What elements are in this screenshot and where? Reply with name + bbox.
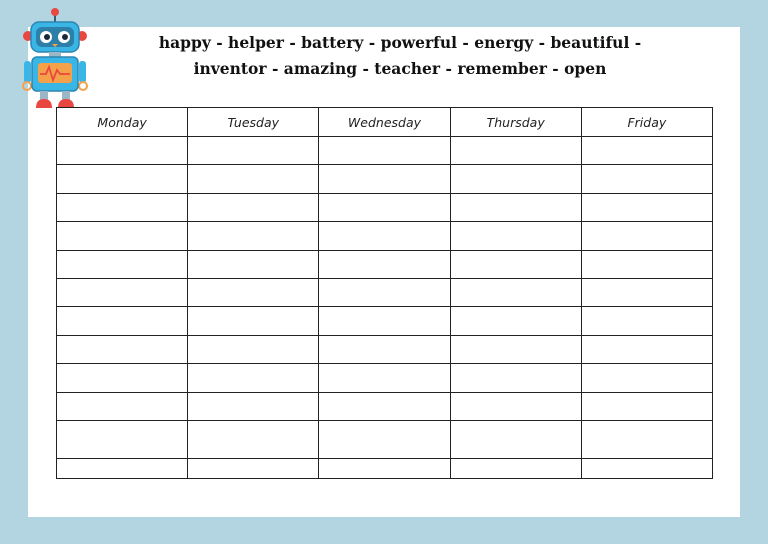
planner-cell-wednesday	[319, 279, 450, 307]
planner-cell-tuesday	[188, 250, 319, 278]
planner-cell-thursday	[450, 364, 581, 392]
planner-row	[57, 279, 713, 307]
word-list-line-2: inventor - amazing - teacher - remember - open	[193, 59, 607, 78]
planner-cell-friday	[581, 421, 712, 459]
planner-cell-friday	[581, 165, 712, 193]
planner-cell-friday	[581, 193, 712, 221]
planner-row	[57, 250, 713, 278]
planner-cell-tuesday	[188, 421, 319, 459]
planner-cell-friday	[581, 335, 712, 363]
weekly-planner-grid	[56, 107, 713, 479]
planner-cell-wednesday	[319, 364, 450, 392]
robot-icon	[20, 4, 90, 110]
planner-row	[57, 222, 713, 250]
planner-cell-monday	[57, 392, 188, 420]
planner-cell-monday	[57, 279, 188, 307]
planner-cell-tuesday	[188, 279, 319, 307]
planner-cell-monday	[57, 165, 188, 193]
planner-cell-friday	[581, 250, 712, 278]
planner-cell-tuesday	[188, 222, 319, 250]
planner-cell-monday	[57, 421, 188, 459]
planner-cell-friday	[581, 364, 712, 392]
planner-cell-friday	[581, 222, 712, 250]
planner-cell-monday	[57, 137, 188, 165]
planner-cell-monday	[57, 193, 188, 221]
day-header-row	[57, 108, 713, 137]
planner-cell-thursday	[450, 279, 581, 307]
planner-cell-friday	[581, 392, 712, 420]
planner-cell-friday	[581, 279, 712, 307]
day-header-thursday: Thursday	[450, 108, 581, 137]
planner-cell-tuesday	[188, 364, 319, 392]
planner-row	[57, 335, 713, 363]
word-list	[120, 30, 680, 82]
planner-cell-wednesday	[319, 165, 450, 193]
planner-cell-monday	[57, 335, 188, 363]
planner-cell-monday	[57, 250, 188, 278]
day-header-monday: Monday	[57, 108, 188, 137]
planner-cell-wednesday	[319, 193, 450, 221]
planner-row	[57, 193, 713, 221]
planner-row	[57, 421, 713, 459]
planner-cell-friday	[581, 137, 712, 165]
planner-row	[57, 307, 713, 335]
planner-cell-wednesday	[319, 137, 450, 165]
planner-cell-thursday	[450, 392, 581, 420]
planner-row	[57, 364, 713, 392]
planner-cell-tuesday	[188, 335, 319, 363]
planner-rows	[57, 137, 713, 479]
planner-cell-tuesday	[188, 458, 319, 478]
planner-cell-monday	[57, 307, 188, 335]
planner-cell-thursday	[450, 165, 581, 193]
planner-cell-wednesday	[319, 307, 450, 335]
planner-cell-friday	[581, 307, 712, 335]
planner-cell-thursday	[450, 250, 581, 278]
planner-cell-wednesday	[319, 421, 450, 459]
planner-row	[57, 165, 713, 193]
planner-cell-thursday	[450, 307, 581, 335]
planner-row	[57, 392, 713, 420]
planner-cell-wednesday	[319, 458, 450, 478]
planner-row	[57, 458, 713, 478]
planner-cell-monday	[57, 364, 188, 392]
day-header-wednesday: Wednesday	[319, 108, 450, 137]
day-header-tuesday: Tuesday	[188, 108, 319, 137]
planner-cell-wednesday	[319, 392, 450, 420]
planner-cell-tuesday	[188, 307, 319, 335]
planner-cell-tuesday	[188, 165, 319, 193]
planner-cell-wednesday	[319, 335, 450, 363]
planner-cell-wednesday	[319, 250, 450, 278]
planner-cell-thursday	[450, 222, 581, 250]
planner-cell-tuesday	[188, 392, 319, 420]
day-header-friday: Friday	[581, 108, 712, 137]
planner-row	[57, 137, 713, 165]
planner-cell-monday	[57, 222, 188, 250]
planner-cell-friday	[581, 458, 712, 478]
planner-cell-tuesday	[188, 193, 319, 221]
planner-cell-wednesday	[319, 222, 450, 250]
planner-cell-thursday	[450, 193, 581, 221]
planner-cell-tuesday	[188, 137, 319, 165]
word-list-line-1: happy - helper - battery - powerful - energy - beautiful -	[158, 33, 642, 52]
planner-cell-monday	[57, 458, 188, 478]
planner-cell-thursday	[450, 335, 581, 363]
planner-cell-thursday	[450, 458, 581, 478]
planner-cell-thursday	[450, 137, 581, 165]
planner-cell-thursday	[450, 421, 581, 459]
